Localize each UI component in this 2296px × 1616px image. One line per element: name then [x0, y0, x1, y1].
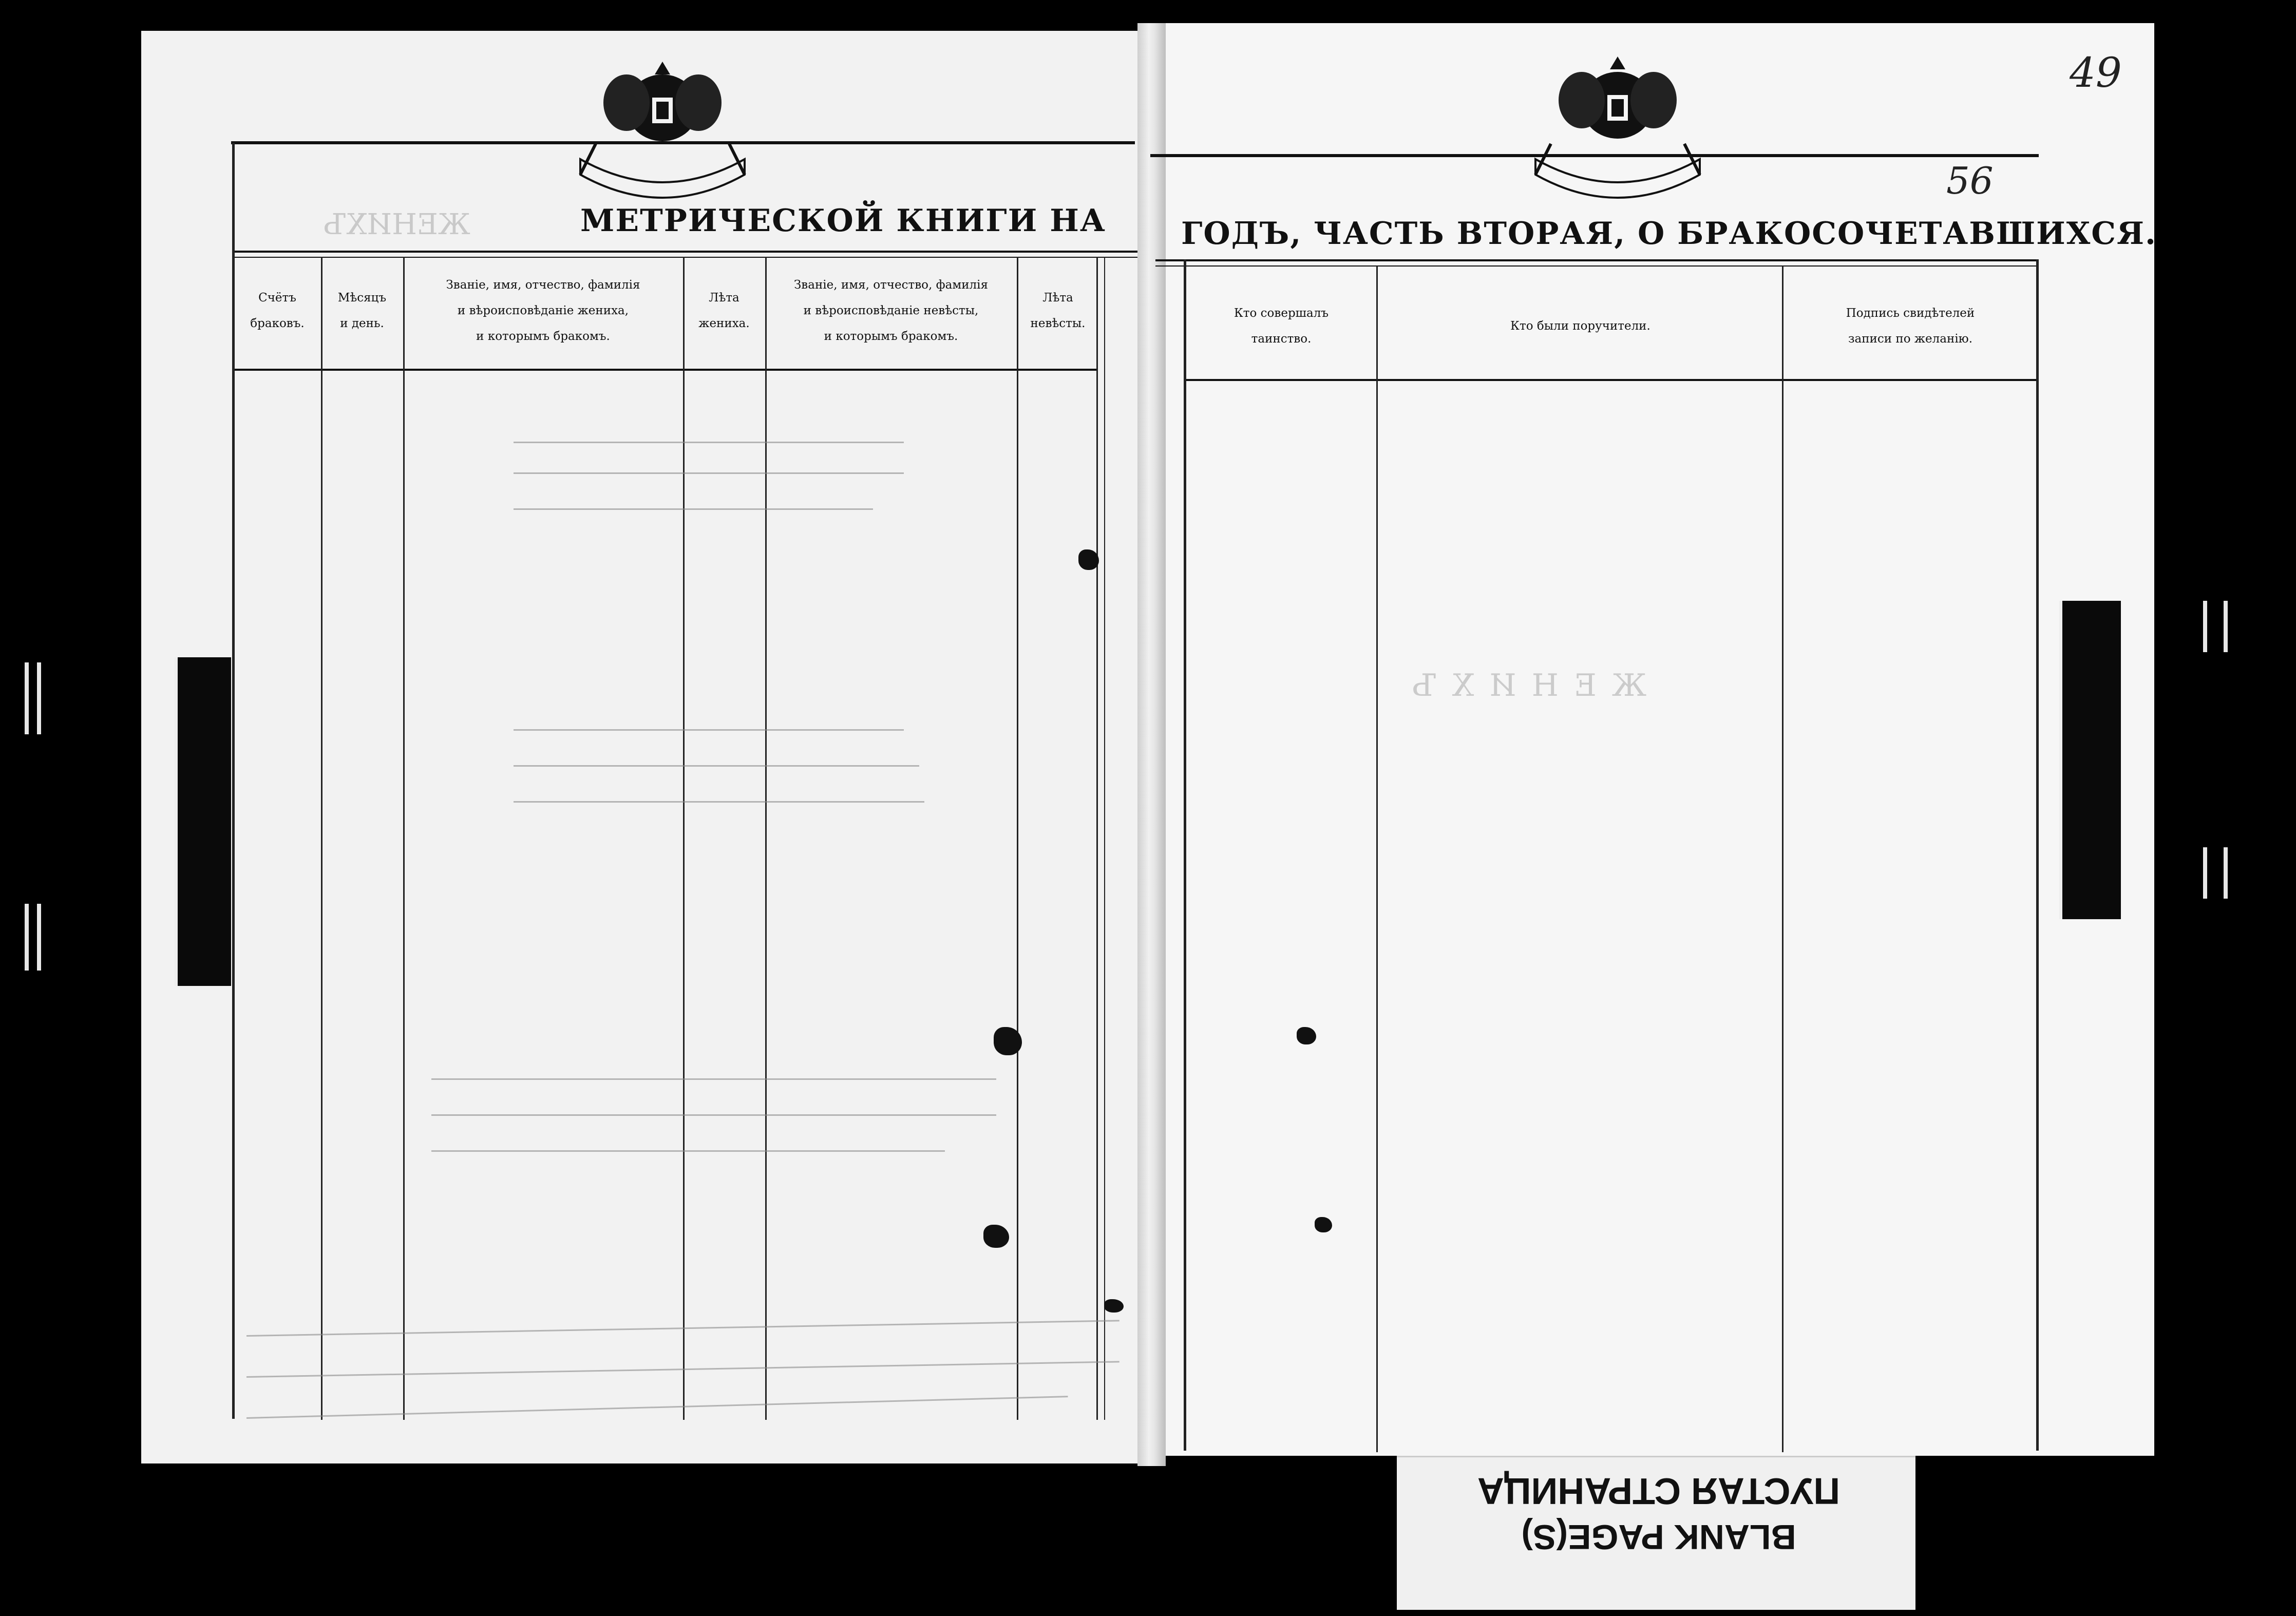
paper-hole: [983, 1225, 1009, 1248]
column-rule: [321, 257, 322, 1420]
bleed-through-text: ЖЕНИХЪ: [1397, 668, 1647, 704]
faint-handwriting: [431, 1114, 996, 1116]
frame-rule: [231, 141, 1135, 144]
column-rule: [2036, 259, 2039, 1451]
paper-hole: [1078, 549, 1099, 570]
blank-page-stamp: [1397, 1456, 1915, 1610]
folio-mark: 56: [1946, 159, 1994, 202]
faint-handwriting: [514, 729, 904, 731]
film-mark: [25, 904, 29, 971]
paper-hole: [1104, 1299, 1124, 1313]
column-rule: [683, 257, 685, 1420]
header-rule: [1186, 379, 2039, 381]
bleed-through-text: ЖЕНИХЪ: [324, 208, 470, 241]
frame-rule: [1155, 259, 2039, 261]
column-header-guarantors: Кто были поручители.: [1510, 319, 1650, 333]
film-mark: [2203, 601, 2207, 652]
faint-handwriting: [514, 765, 919, 767]
film-mark: [2224, 847, 2228, 899]
column-header-officiant: Кто совершалъ таинство.: [1234, 307, 1329, 346]
paper-hole: [1297, 1027, 1316, 1044]
stamp-text-ru: ПУСТАЯ СТРАНИЦА: [1477, 1470, 1840, 1511]
film-mark: [2224, 601, 2228, 652]
left-page: [141, 31, 1148, 1463]
film-mark: [25, 662, 29, 734]
frame-rule: [1155, 265, 2039, 267]
paper-hole: [1315, 1217, 1332, 1232]
column-rule: [232, 143, 235, 1419]
faint-handwriting: [431, 1078, 996, 1080]
frame-rule: [1150, 154, 2039, 157]
faint-handwriting: [514, 472, 904, 474]
page-number: 49: [2070, 49, 2122, 97]
frame-rule: [234, 251, 1137, 253]
column-rule: [1782, 266, 1783, 1452]
column-header-bride: Званіе, имя, отчество, фамилія и вѣроисповѣданіе невѣсты, и которымъ бракомъ.: [793, 278, 989, 343]
binder-tab-left: [175, 657, 231, 986]
coat-of-arms-icon: [565, 51, 760, 200]
header-rule: [234, 369, 1096, 371]
column-header-groom-age: Лѣта жениха.: [698, 291, 750, 330]
column-header-witness-signature: Подпись свидѣтелей записи по желанію.: [1846, 307, 1975, 346]
frame-rule: [234, 257, 1137, 258]
faint-handwriting: [514, 508, 873, 510]
page-title-right: ГОДЪ, ЧАСТЬ ВТОРАЯ, О БРАКОСОЧЕТАВШИХСЯ.: [1181, 216, 2157, 252]
film-mark: [37, 662, 41, 734]
faint-handwriting: [514, 442, 904, 443]
column-rule: [1376, 266, 1378, 1452]
film-mark: [2203, 847, 2207, 899]
column-header-month-day: Мѣсяцъ и день.: [337, 291, 387, 330]
faint-handwriting: [431, 1150, 945, 1152]
column-header-bride-age: Лѣта невѣсты.: [1030, 291, 1086, 330]
column-rule: [1184, 259, 1186, 1451]
faint-handwriting: [514, 801, 924, 803]
stamp-text-en: BLANK PAGE(S): [1521, 1517, 1796, 1556]
page-title-left: МЕТРИЧЕСКОЙ КНИГИ НА: [580, 203, 1106, 239]
column-rule: [1017, 257, 1018, 1420]
column-header-groom: Званіе, имя, отчество, фамилія и вѣроисповѣданіе жениха, и которымъ бракомъ.: [446, 278, 640, 343]
book-spine: [1137, 23, 1166, 1466]
column-header-count: Счётъ браковъ.: [250, 291, 305, 330]
column-rule: [1096, 257, 1098, 1420]
column-rule: [403, 257, 405, 1420]
film-mark: [37, 904, 41, 971]
column-rule: [1104, 257, 1105, 1420]
column-rule: [765, 257, 767, 1420]
binder-tab-right: [2059, 601, 2121, 919]
coat-of-arms-icon: [1520, 46, 1715, 200]
